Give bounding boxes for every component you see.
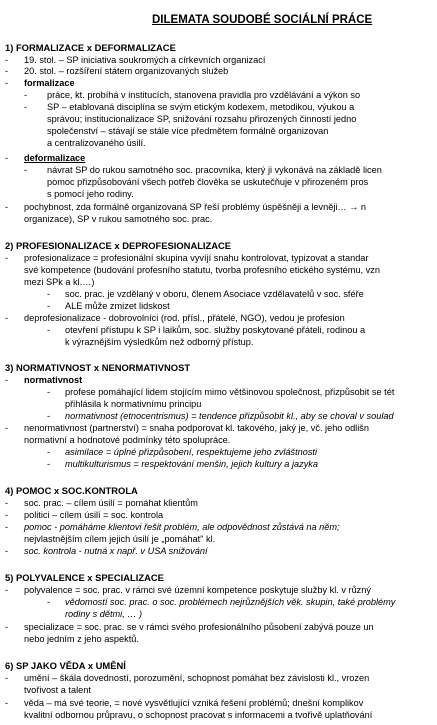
section-heading: 1) FORMALIZACE x DEFORMALIZACE xyxy=(5,42,176,53)
text-line: pochybnost, zda formálně organizovaná SP řeší problémy úspěšněji a levněji… → n xyxy=(24,202,366,212)
bullet-dash: - xyxy=(5,78,9,88)
section-heading: 3) NORMATIVNOST x NENORMATIVNOST xyxy=(5,362,191,373)
text-line: umění – škála dovedností, porozumění, schopnost pomáhat bez závislosti kl., vrozen xyxy=(24,673,370,683)
text-line: ALE může zmizet lidskost xyxy=(65,301,170,311)
bullet-dash: - xyxy=(47,325,51,335)
text-line: profese pomáhající lidem stojícím mimo většinovou společnost, přizpůsobit se tét xyxy=(65,387,395,397)
bullet-dash: - xyxy=(47,459,51,469)
text-line: normativnost xyxy=(24,375,83,385)
bullet-dash: - xyxy=(47,597,51,607)
text-line: nejvlastnějším cílem jejich úsilí je „pomáhat" kl. xyxy=(24,534,216,544)
text-line: organizace), SP v rukou samotného soc. prac. xyxy=(24,214,213,224)
text-line: a centralizovaného úsilí. xyxy=(47,138,146,148)
bullet-dash: - xyxy=(5,202,9,212)
text-line: společenství – stávají se stále více předmětem formálně organizovan xyxy=(47,126,329,136)
text-line: deformalizace xyxy=(24,153,86,163)
text-line: soc. prac. je vzdělaný v oboru, členem Asociace vzdělavatelů v soc. sféře xyxy=(65,289,364,299)
text-line: pomoc přizpůsobování všech potřeb člověka se uskutečňuje v přirozeném pros xyxy=(47,177,369,187)
bullet-dash: - xyxy=(24,102,28,112)
bullet-dash: - xyxy=(5,585,9,595)
bullet-dash: - xyxy=(5,673,9,683)
text-line: rodiny s dětmi, … ) xyxy=(65,609,143,619)
text-line: multikulturismus = respektování menšin, jejich kultury a jazyka xyxy=(65,459,319,469)
text-line: návrat SP do rukou samotného soc. pracovníka, který ji vykonává na základě licen xyxy=(47,165,382,175)
bullet-dash: - xyxy=(5,522,9,532)
document-title: DILEMATA SOUDOBÉ SOCIÁLNÍ PRÁCE xyxy=(152,14,373,26)
text-line: asimilace = úplné přizpůsobení, respektujeme jeho zvláštnosti xyxy=(65,447,318,457)
bullet-dash: - xyxy=(5,698,9,708)
text-line: politici – cílem úsilí = soc. kontrola xyxy=(24,510,164,520)
bullet-dash: - xyxy=(47,447,51,457)
text-line: normativní a hodnotové podmínky této spolupráce. xyxy=(24,435,231,445)
bullet-dash: - xyxy=(47,289,51,299)
text-line: přihlásila k normativnímu principu xyxy=(65,399,202,409)
bullet-dash: - xyxy=(47,387,51,397)
text-line: SP – etablovaná disciplína se svým etickým kodexem, metodikou, výukou a xyxy=(47,102,355,112)
text-line: nenormativnost (partnerství) = snaha podporovat kl. takového, jaký je, vč. jeho odlišn xyxy=(24,423,369,433)
bullet-dash: - xyxy=(5,153,9,163)
text-line: kvalitní odbornou průpravu, o schopnost pracovat s informacemi a tvořivě uplatňování xyxy=(24,710,373,720)
text-line: věda – má své teorie, = nové vysvětlující vzniká řešení problémů; dnešní komplikov xyxy=(24,698,364,708)
text-line: soc. kontrola - nutná x např. v USA snižování xyxy=(24,546,208,556)
bullet-dash: - xyxy=(5,423,9,433)
bullet-dash: - xyxy=(5,253,9,263)
text-line: 20. stol. – rozšíření státem organizovaných služeb xyxy=(24,66,229,76)
text-line: 19. stol. – SP iniciativa soukromých a církevních organizací xyxy=(24,55,266,65)
text-line: otevření přístupu k SP i laikům, soc. služby poskytované přáteli, rodinou a xyxy=(65,325,366,335)
text-line: deprofesionalizace - dobrovolníci (rod. přísl., přátelé, NGO), vedou je profesion xyxy=(24,313,345,323)
section-heading: 4) POMOC x SOC.KONTROLA xyxy=(5,485,138,496)
bullet-dash: - xyxy=(24,90,28,100)
bullet-dash: - xyxy=(5,546,9,556)
text-line: profesionalizace = profesionální skupina vyvíjí snahu kontrolovat, typizovat a standar xyxy=(24,253,369,263)
text-line: polyvalence = soc. prac. v rámci své územní kompetence poskytuje služby kl. v různý xyxy=(24,585,371,595)
bullet-dash: - xyxy=(5,375,9,385)
text-line: mezi SPk a kl.…) xyxy=(24,277,95,287)
bullet-dash: - xyxy=(5,622,9,632)
section-heading: 2) PROFESIONALIZACE x DEPROFESIONALIZACE xyxy=(5,240,232,251)
bullet-dash: - xyxy=(5,55,9,65)
text-line: nebo jedním z jeho aspektů. xyxy=(24,634,139,644)
text-line: správou; institucionalizace SP, snižování rozsahu přirozených činností jedno xyxy=(47,114,357,124)
text-line: tvořivost a talent xyxy=(24,685,91,695)
text-line: pomoc - pomáháme klientovi řešit problém, ale odpovědnost zůstává na něm; xyxy=(24,522,340,532)
text-line: soc. prac. – cílem úsilí = pomáhat klientům xyxy=(24,498,198,508)
section-heading: 6) SP JAKO VĚDA x UMĚNÍ xyxy=(5,660,126,671)
bullet-dash: - xyxy=(47,301,51,311)
text-line: s pomocí jeho rodiny. xyxy=(47,189,134,199)
section-heading: 5) POLYVALENCE x SPECIALIZACE xyxy=(5,572,164,583)
bullet-dash: - xyxy=(24,165,28,175)
text-line: k výraznějším výsledkům než odborný přístup. xyxy=(65,337,254,347)
bullet-dash: - xyxy=(47,411,51,421)
bullet-dash: - xyxy=(5,313,9,323)
bullet-dash: - xyxy=(5,66,9,76)
bullet-dash: - xyxy=(5,510,9,520)
text-line: práce, kt. probíhá v institucích, stanovena pravidla pro vzdělávání a výkon so xyxy=(47,90,361,100)
text-line: vědomostí soc. prac. o soc. problémech nejrůznějších věk. skupin, také problémy xyxy=(65,597,396,607)
text-line: specializace = soc. prac. se v rámci svého profesionálního působení zabývá pouze un xyxy=(24,622,374,632)
text-line: formalizace xyxy=(24,78,75,88)
bullet-dash: - xyxy=(5,498,9,508)
text-line: své kompetence (budování profesního statutu, tvorba profesního etického systému, vzn xyxy=(24,265,380,275)
text-line: normativnost (etnocentrismus) = tendence přizpůsobit kl., aby se choval v soulad xyxy=(65,411,394,421)
